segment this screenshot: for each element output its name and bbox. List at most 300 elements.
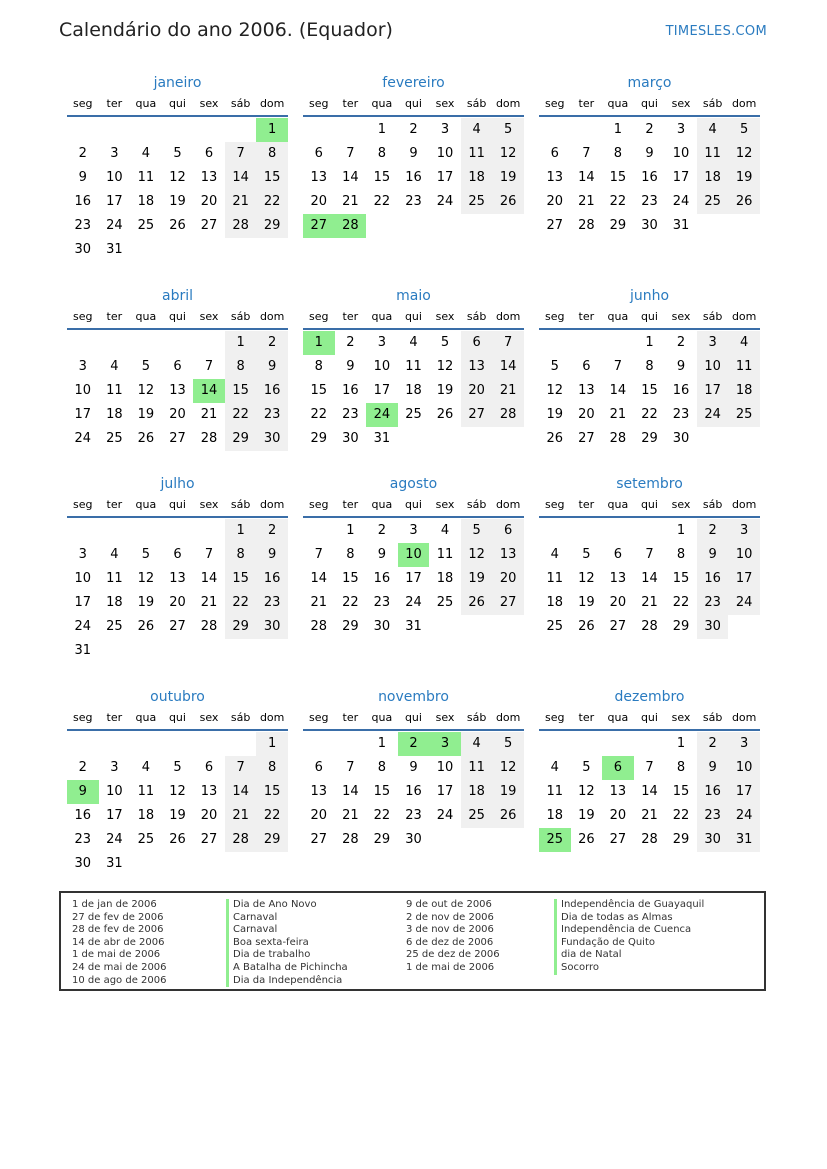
empty-cell: [634, 732, 666, 756]
weekday-header: [303, 709, 524, 731]
day-cell: 12: [137, 571, 155, 586]
day-cell: 6: [173, 547, 182, 562]
empty-cell: [539, 118, 571, 142]
day-cell: 3: [110, 760, 119, 775]
month-6: [67, 474, 288, 663]
empty-cell: [130, 732, 162, 756]
day-grid: [67, 732, 288, 876]
day-cell: 28: [342, 832, 359, 847]
weekday-label: qua: [607, 97, 629, 110]
day-cell: 27: [546, 218, 564, 233]
empty-cell: [602, 331, 634, 355]
empty-cell: [99, 331, 131, 355]
day-cell: 21: [200, 595, 218, 610]
month-4: [303, 286, 524, 451]
weekday-label: sáb: [230, 498, 251, 511]
day-cell: 24: [672, 194, 690, 209]
day-cell: 9: [697, 543, 729, 567]
day-cell: 22: [373, 808, 391, 823]
day-cell: 18: [405, 383, 422, 398]
day-cell: 30: [373, 619, 391, 634]
weekday-label: qui: [640, 711, 658, 724]
day-cell: 19: [436, 383, 454, 398]
day-cell: 29: [225, 427, 257, 451]
day-cell: 2: [377, 523, 387, 538]
weekday-label: seg: [73, 498, 93, 511]
empty-cell: [162, 519, 194, 543]
day-cell: 13: [169, 571, 186, 586]
weekday-label: qua: [607, 498, 629, 511]
day-cell: 26: [728, 190, 760, 214]
day-cell: 22: [641, 407, 658, 422]
day-cell: 27: [578, 431, 595, 446]
day-cell: 20: [169, 407, 186, 422]
weekday-label: dom: [495, 97, 521, 110]
empty-cell: [99, 732, 131, 756]
day-cell: 21: [200, 407, 218, 422]
day-cell: 13: [169, 383, 186, 398]
holiday-day-cell: 6: [602, 756, 634, 780]
day-cell: 3: [377, 335, 387, 350]
legend-holiday-name: Carnaval: [226, 924, 348, 937]
empty-cell: [602, 732, 634, 756]
day-cell: 14: [641, 571, 658, 586]
day-grid: [303, 331, 524, 451]
site-link[interactable]: TIMESLES.COM: [665, 24, 767, 39]
day-cell: 16: [641, 170, 658, 185]
day-cell: 3: [728, 732, 760, 756]
month-9: [67, 687, 288, 876]
day-cell: 14: [342, 784, 359, 799]
empty-cell: [99, 118, 131, 142]
weekday-label: qui: [640, 97, 658, 110]
day-cell: 12: [492, 142, 524, 166]
day-cell: 6: [314, 146, 323, 161]
day-cell: 6: [173, 359, 182, 374]
day-cell: 25: [137, 218, 155, 233]
weekday-header: [67, 496, 288, 518]
weekday-label: sex: [199, 498, 219, 511]
day-cell: 28: [492, 403, 524, 427]
day-cell: 17: [728, 780, 760, 804]
day-cell: 14: [200, 571, 218, 586]
empty-cell: [193, 118, 225, 142]
day-cell: 14: [609, 383, 627, 398]
month-1: [303, 73, 524, 238]
day-cell: 18: [461, 166, 493, 190]
day-cell: 1: [377, 736, 387, 751]
day-cell: 10: [697, 355, 729, 379]
empty-cell: [67, 331, 99, 355]
day-cell: 28: [641, 832, 658, 847]
day-cell: 7: [492, 331, 524, 355]
day-cell: 5: [492, 118, 524, 142]
day-cell: 7: [204, 359, 214, 374]
weekday-label: qua: [135, 97, 157, 110]
day-cell: 6: [204, 146, 214, 161]
day-cell: 19: [492, 166, 524, 190]
weekday-label: dom: [731, 711, 757, 724]
day-cell: 5: [173, 146, 182, 161]
day-cell: 9: [676, 359, 686, 374]
empty-cell: [225, 732, 257, 756]
weekday-label: qua: [607, 711, 629, 724]
day-cell: 19: [578, 808, 595, 823]
day-cell: 6: [582, 359, 591, 374]
day-grid: [67, 331, 288, 451]
day-cell: 19: [137, 407, 155, 422]
day-cell: 29: [342, 619, 359, 634]
legend-date: 27 de fev de 2006: [72, 911, 164, 923]
empty-cell: [162, 732, 194, 756]
month-name: fevereiro: [382, 75, 445, 91]
day-cell: 17: [697, 379, 729, 403]
day-cell: 24: [74, 431, 92, 446]
day-cell: 4: [461, 732, 493, 756]
day-cell: 13: [310, 784, 328, 799]
day-cell: 18: [137, 808, 155, 823]
day-cell: 1: [225, 331, 257, 355]
day-cell: 24: [106, 218, 123, 233]
day-cell: 23: [405, 194, 422, 209]
day-cell: 31: [672, 218, 690, 233]
legend-date: 1 de jan de 2006: [72, 899, 157, 910]
weekday-label: seg: [73, 97, 93, 110]
weekday-label: ter: [106, 711, 123, 724]
day-cell: 9: [645, 146, 654, 161]
day-cell: 3: [697, 331, 729, 355]
month-11: [539, 687, 760, 852]
day-cell: 4: [440, 523, 450, 538]
day-cell: 26: [137, 431, 155, 446]
day-cell: 1: [256, 732, 288, 756]
weekday-label: sáb: [702, 310, 723, 323]
day-cell: 3: [409, 523, 418, 538]
day-cell: 27: [310, 832, 328, 847]
day-cell: 23: [373, 595, 391, 610]
weekday-label: ter: [342, 711, 359, 724]
day-cell: 18: [106, 407, 123, 422]
weekday-label: dom: [731, 97, 757, 110]
holiday-day-cell: 24: [366, 403, 398, 427]
legend-holiday-name: Fundação de Quito: [554, 937, 704, 950]
legend-holiday-name: dia de Natal: [554, 949, 704, 962]
month-name: julho: [160, 476, 195, 492]
legend-date: 3 de nov de 2006: [406, 924, 494, 936]
day-cell: 25: [106, 619, 123, 634]
day-cell: 27: [609, 832, 627, 847]
empty-cell: [162, 331, 194, 355]
day-cell: 9: [346, 359, 355, 374]
legend-holiday-name: Independência de Guayaquil: [554, 899, 704, 912]
day-cell: 23: [74, 218, 92, 233]
legend-date: 1 de mai de 2006: [72, 949, 161, 961]
month-name: setembro: [616, 476, 683, 492]
day-cell: 4: [110, 359, 119, 374]
empty-cell: [193, 331, 225, 355]
day-cell: 20: [546, 194, 564, 209]
day-cell: 30: [256, 615, 288, 639]
day-cell: 30: [697, 615, 729, 639]
day-cell: 16: [405, 170, 422, 185]
holiday-day-cell: 27: [303, 214, 335, 238]
legend-dates-left: [72, 899, 167, 987]
day-cell: 20: [169, 595, 186, 610]
day-grid: [303, 519, 524, 639]
legend-date: 2 de nov de 2006: [406, 911, 494, 923]
day-cell: 12: [578, 784, 595, 799]
day-cell: 11: [106, 571, 123, 586]
weekday-label: seg: [73, 711, 93, 724]
month-7: [303, 474, 524, 639]
empty-cell: [130, 118, 162, 142]
day-cell: 24: [436, 808, 454, 823]
month-name: outubro: [150, 689, 205, 705]
empty-cell: [303, 118, 335, 142]
weekday-label: seg: [545, 498, 565, 511]
day-cell: 10: [74, 571, 92, 586]
weekday-header: [67, 709, 288, 731]
day-cell: 13: [492, 543, 524, 567]
weekday-label: seg: [545, 97, 565, 110]
holiday-day-cell: 25: [539, 828, 571, 852]
day-grid: [539, 118, 760, 238]
day-cell: 26: [492, 190, 524, 214]
day-cell: 19: [461, 567, 493, 591]
weekday-label: qua: [371, 711, 393, 724]
weekday-label: dom: [731, 498, 757, 511]
day-cell: 3: [78, 359, 87, 374]
day-cell: 10: [373, 359, 391, 374]
day-cell: 3: [440, 122, 450, 137]
weekday-header: [303, 496, 524, 518]
day-cell: 30: [74, 856, 92, 871]
day-cell: 16: [256, 567, 288, 591]
day-cell: 25: [436, 595, 454, 610]
day-cell: 26: [578, 619, 595, 634]
weekday-label: sex: [435, 498, 455, 511]
day-cell: 28: [609, 431, 627, 446]
day-cell: 19: [728, 166, 760, 190]
day-cell: 29: [672, 832, 690, 847]
day-cell: 6: [492, 519, 524, 543]
day-cell: 25: [461, 190, 493, 214]
day-cell: 11: [436, 547, 454, 562]
day-cell: 5: [173, 760, 182, 775]
weekday-label: sex: [435, 310, 455, 323]
weekday-label: sex: [435, 97, 455, 110]
day-cell: 7: [225, 142, 257, 166]
day-cell: 2: [78, 146, 87, 161]
day-cell: 11: [728, 355, 760, 379]
legend-names-left: [226, 899, 348, 987]
weekday-header: [67, 308, 288, 330]
day-cell: 8: [256, 756, 288, 780]
day-cell: 12: [546, 383, 564, 398]
day-grid: [303, 732, 524, 852]
day-cell: 10: [436, 760, 454, 775]
day-cell: 23: [74, 832, 92, 847]
day-cell: 27: [169, 431, 186, 446]
weekday-label: dom: [259, 498, 285, 511]
day-cell: 21: [310, 595, 328, 610]
weekday-label: seg: [309, 97, 329, 110]
day-cell: 19: [546, 407, 564, 422]
day-cell: 5: [492, 732, 524, 756]
weekday-label: qui: [168, 711, 186, 724]
day-cell: 17: [74, 595, 92, 610]
empty-cell: [303, 732, 335, 756]
day-cell: 20: [461, 379, 493, 403]
day-cell: 14: [310, 571, 328, 586]
weekday-label: dom: [495, 310, 521, 323]
day-cell: 15: [373, 170, 391, 185]
holiday-legend: [59, 891, 766, 991]
empty-cell: [571, 118, 603, 142]
day-cell: 4: [550, 547, 559, 562]
weekday-label: sex: [671, 498, 691, 511]
weekday-label: dom: [259, 97, 285, 110]
day-cell: 26: [436, 407, 454, 422]
day-cell: 16: [74, 194, 92, 209]
day-cell: 26: [546, 431, 564, 446]
day-cell: 5: [440, 335, 450, 350]
day-cell: 20: [609, 595, 627, 610]
empty-cell: [99, 519, 131, 543]
month-0: [67, 73, 288, 262]
day-cell: 20: [609, 808, 627, 823]
day-cell: 6: [314, 760, 323, 775]
month-name: maio: [396, 288, 431, 304]
day-cell: 24: [436, 194, 454, 209]
day-cell: 15: [373, 784, 391, 799]
weekday-header: [539, 709, 760, 731]
day-cell: 31: [106, 856, 123, 871]
day-cell: 9: [256, 543, 288, 567]
day-cell: 6: [550, 146, 559, 161]
day-cell: 30: [405, 832, 422, 847]
month-name: janeiro: [153, 75, 202, 91]
weekday-label: ter: [106, 97, 123, 110]
day-cell: 5: [141, 547, 151, 562]
weekday-label: sex: [671, 97, 691, 110]
day-cell: 29: [609, 218, 627, 233]
legend-date: 25 de dez de 2006: [406, 949, 500, 961]
weekday-header: [539, 95, 760, 117]
day-cell: 11: [106, 383, 123, 398]
weekday-label: sáb: [230, 310, 251, 323]
day-cell: 2: [256, 331, 288, 355]
day-cell: 13: [546, 170, 564, 185]
day-grid: [539, 732, 760, 852]
weekday-label: qua: [135, 711, 157, 724]
weekday-header: [67, 95, 288, 117]
day-cell: 29: [373, 832, 391, 847]
day-cell: 15: [342, 571, 359, 586]
day-cell: 2: [645, 122, 654, 137]
day-cell: 6: [461, 331, 493, 355]
day-cell: 8: [346, 547, 355, 562]
day-cell: 20: [578, 407, 595, 422]
weekday-label: qua: [135, 310, 157, 323]
weekday-label: qua: [371, 310, 393, 323]
day-grid: [67, 519, 288, 663]
day-cell: 17: [74, 407, 92, 422]
day-cell: 21: [609, 407, 627, 422]
holiday-day-cell: 28: [335, 214, 367, 238]
day-cell: 14: [342, 170, 359, 185]
holiday-day-cell: 1: [303, 331, 335, 355]
weekday-label: sáb: [230, 711, 251, 724]
day-cell: 21: [225, 804, 257, 828]
day-cell: 17: [106, 808, 123, 823]
legend-date: 10 de ago de 2006: [72, 974, 167, 986]
weekday-header: [303, 308, 524, 330]
day-cell: 31: [405, 619, 422, 634]
day-cell: 10: [728, 543, 760, 567]
day-cell: 18: [546, 595, 564, 610]
day-cell: 30: [256, 427, 288, 451]
day-cell: 11: [137, 784, 155, 799]
day-cell: 17: [106, 194, 123, 209]
day-cell: 22: [310, 407, 328, 422]
empty-cell: [130, 331, 162, 355]
empty-cell: [539, 519, 571, 543]
day-cell: 28: [225, 214, 257, 238]
day-cell: 13: [609, 784, 627, 799]
day-cell: 8: [256, 142, 288, 166]
day-cell: 31: [74, 643, 92, 658]
day-cell: 28: [225, 828, 257, 852]
day-cell: 22: [672, 595, 690, 610]
day-cell: 14: [225, 780, 257, 804]
empty-cell: [571, 331, 603, 355]
empty-cell: [602, 519, 634, 543]
day-cell: 5: [461, 519, 493, 543]
day-cell: 9: [409, 146, 418, 161]
day-cell: 7: [346, 146, 355, 161]
month-name: junho: [629, 288, 670, 304]
day-cell: 8: [314, 359, 323, 374]
day-cell: 17: [436, 784, 454, 799]
day-cell: 4: [697, 118, 729, 142]
day-cell: 4: [110, 547, 119, 562]
month-name: março: [627, 75, 672, 91]
weekday-header: [539, 496, 760, 518]
day-cell: 11: [546, 784, 564, 799]
day-cell: 4: [550, 760, 559, 775]
day-cell: 21: [225, 190, 257, 214]
day-cell: 26: [578, 832, 595, 847]
day-cell: 24: [728, 591, 760, 615]
day-cell: 26: [137, 619, 155, 634]
day-cell: 24: [74, 619, 92, 634]
day-cell: 26: [461, 591, 493, 615]
day-cell: 2: [78, 760, 87, 775]
month-10: [303, 687, 524, 852]
day-cell: 1: [346, 523, 355, 538]
day-cell: 18: [728, 379, 760, 403]
holiday-day-cell: 14: [193, 379, 225, 403]
day-cell: 11: [137, 170, 155, 185]
legend-holiday-name: Dia da Independência: [226, 975, 348, 988]
weekday-label: sáb: [466, 711, 487, 724]
day-cell: 24: [405, 595, 422, 610]
day-cell: 7: [613, 359, 623, 374]
day-cell: 15: [225, 379, 257, 403]
day-cell: 2: [697, 519, 729, 543]
day-cell: 1: [377, 122, 387, 137]
